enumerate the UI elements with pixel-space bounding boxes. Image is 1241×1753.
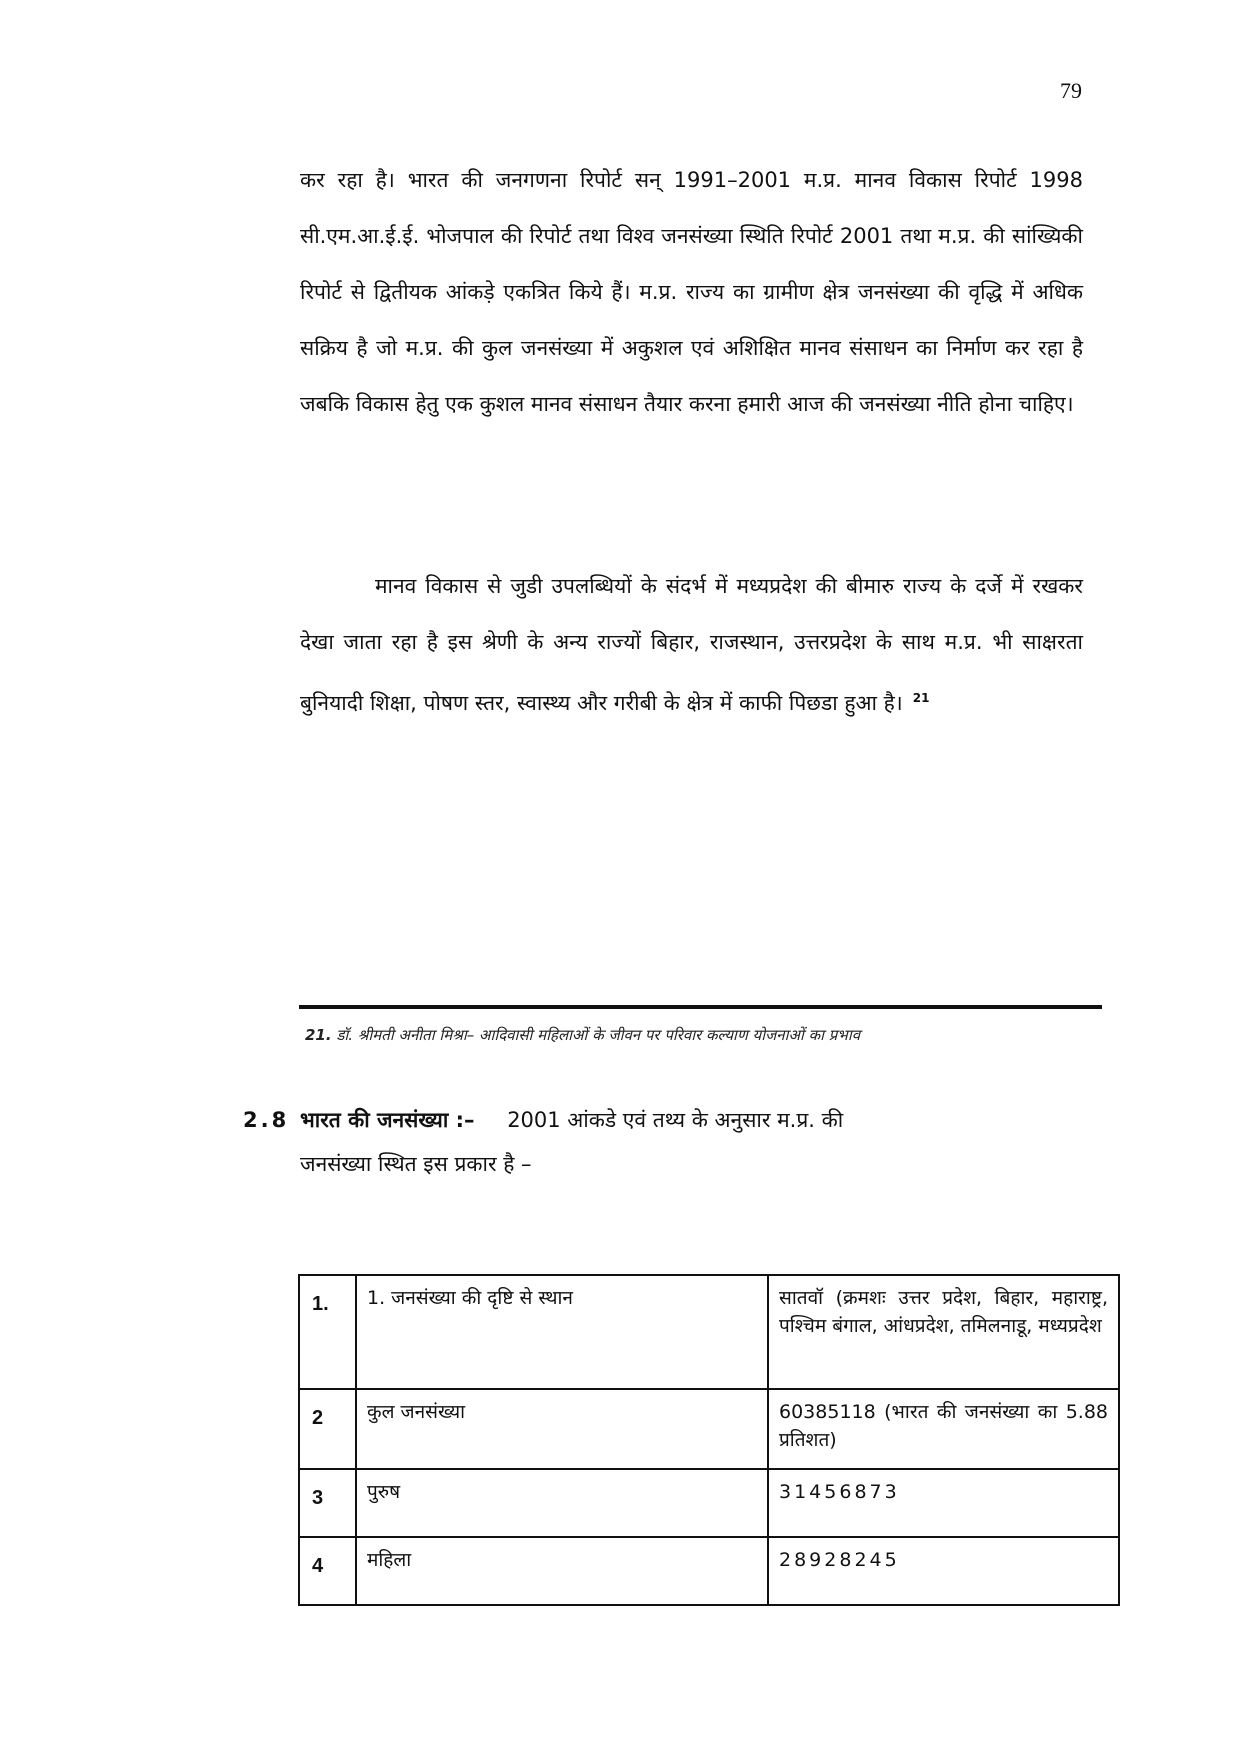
row-value: 28928245 — [768, 1537, 1119, 1605]
table-row — [299, 1275, 1119, 1389]
body-paragraph-1: कर रहा है। भारत की जनगणना रिपोर्ट सन् 1991–2001 म.प्र. मानव विकास रिपोर्ट 1998 सी.एम.आ.ई.ई. भोजपाल की रिपोर्ट तथा विश्व जनसंख्या स्थिति रिपोर्ट 2001 तथा म.प्र. की सांख्यिकी रिपोर्ट से द्वितीयक आंकड़े एकत्रित किये हैं। म.प्र. राज्य का ग्रामीण क्षेत्र जनसंख्या की वृद्धि में अधिक सक्रिय है जो म.प्र. की कुल जनसंख्या में अकुशल एवं अशिक्षित मानव संसाधन का निर्माण कर रहा है जबकि विकास हेतु एक कुशल मानव संसाधन तैयार करना हमारी आज की जनसंख्या नीति होना चाहिए। — [300, 168, 1083, 416]
row-number: 2 — [299, 1389, 356, 1469]
section-text-line-2: जनसंख्या स्थित इस प्रकार है – — [300, 1152, 532, 1176]
row-value: सातवॉ (क्रमशः उत्तर प्रदेश, बिहार, महाराष्ट्र, पश्चिम बंगाल, आंधप्रदेश, तमिलनाडू, मध्यप्रदेश — [768, 1275, 1119, 1389]
section-title: भारत की जनसंख्या :– — [300, 1108, 475, 1132]
row-label: 1. जनसंख्या की दृष्टि से स्थान — [356, 1275, 768, 1389]
table-row — [299, 1469, 1119, 1537]
row-label: पुरुष — [356, 1469, 768, 1537]
table-row — [299, 1537, 1119, 1605]
section-text-line-1: 2001 आंकडे एवं तथ्य के अनुसार म.प्र. की — [507, 1108, 844, 1132]
table-row — [299, 1389, 1119, 1469]
footnote — [305, 1025, 860, 1045]
body-paragraph-2 — [300, 558, 1083, 731]
section-line-1 — [243, 1098, 1083, 1142]
section-heading — [243, 1098, 1083, 1186]
row-value: 31456873 — [768, 1469, 1119, 1537]
row-number: 3 — [299, 1469, 356, 1537]
footnote-text: डॉ. श्रीमती अनीता मिश्रा– आदिवासी महिलाओं के जीवन पर परिवार कल्याण योजनाओं का प्रभाव — [336, 1026, 861, 1044]
footnote-divider — [299, 1005, 1102, 1009]
footnote-reference: 21 — [912, 691, 930, 705]
row-value: 60385118 (भारत की जनसंख्या का 5.88 प्रतिशत) — [768, 1389, 1119, 1469]
row-number: 4 — [299, 1537, 356, 1605]
row-label: कुल जनसंख्या — [356, 1389, 768, 1469]
footnote-number: 21. — [305, 1026, 332, 1044]
row-number: 1. — [299, 1275, 356, 1389]
page-number: 79 — [1060, 78, 1082, 103]
row-label: महिला — [356, 1537, 768, 1605]
section-number: 2.8 — [243, 1108, 290, 1132]
body-paragraph-2-text: मानव विकास से जुडी उपलब्धियों के संदर्भ में मध्यप्रदेश की बीमारु राज्य के दर्जे में रखकर देखा जाता रहा है इस श्रेणी के अन्य राज्यों बिहार, राजस्थान, उत्तरप्रदेश के साथ म.प्र. भी साक्षरता बुनियादी शिक्षा, पोषण स्तर, स्वास्थ्य और गरीबी के क्षेत्र में काफी पिछडा हुआ है। — [300, 574, 1083, 715]
population-table — [298, 1274, 1120, 1606]
